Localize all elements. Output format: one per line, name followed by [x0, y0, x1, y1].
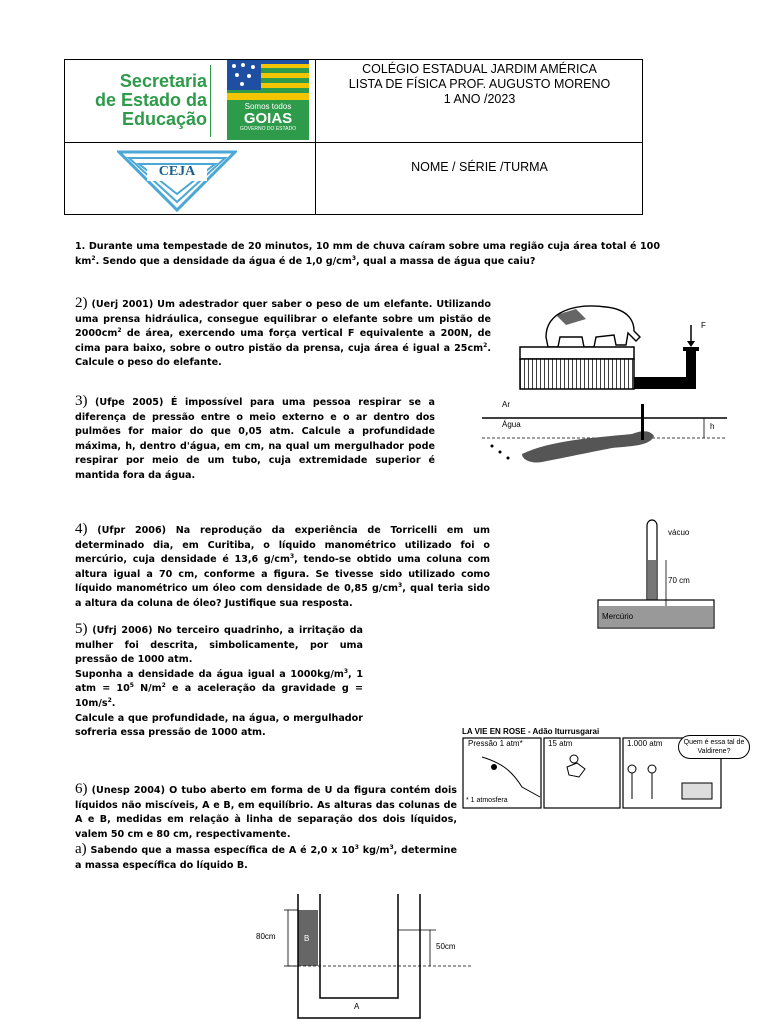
comic-strip: LA VIE EN ROSE - Adão Iturrusgarai Pressão 1 atm* 15 atm 1.000 atm Quem é essa tal de Valdirene? * 1 atmosfera — [462, 727, 724, 809]
header-table — [64, 59, 643, 215]
list-title: LISTA DE FÍSICA PROF. AUGUSTO MORENO — [348, 77, 611, 91]
diver-snorkel-figure: Ar Água h — [482, 396, 727, 491]
name-field: NOME / SÉRIE /TURMA — [411, 160, 548, 174]
school-name: COLÉGIO ESTADUAL JARDIM AMÉRICA — [362, 62, 597, 76]
question-6: 6) (Unesp 2004) O tubo aberto em forma de U da figura contém dois líquidos não miscíveis, A e B, em equilíbrio. As alturas das colunas de A e B, medidas em relação à linha de separação dos dois líquidos, valem 50 cm e 80 cm, respectivamente. a) Sabendo que a massa específica de A é 2,0 x $10^3$ $kg/m^3$, determine a massa específica do líquido B. — [75, 781, 457, 871]
question-4: 4) (Ufpr 2006) Na reprodução da experiência de Torricelli em um determinado dia, em Curitiba, o líquido manométrico utilizado foi o mercúrio, cuja densidade é 13,6 $g/cm^3$, tendo-se obtido uma coluna com altura igual a 70 cm, conforme a figura. Se tivesse sido utilizado como líquido manométrico um óleo com densidade de 0,85 $g/cm^3$, qual teria sido a altura da coluna de óleo? Justifique sua resposta. — [75, 521, 490, 609]
torricelli-figure: vácuo 70 cm Mercúrio — [596, 512, 716, 630]
u-tube-figure: 80cm 50cm B A — [248, 894, 472, 1022]
question-1: 1. Durante uma tempestade de 20 minutos, 10 mm de chuva caíram sobre uma região cuja área total é 100 $km^2$. Sendo que a densidade da água é de 1,0 $g/cm^3$, qual a massa de água que caiu? — [75, 241, 660, 267]
question-2: 2) (Uerj 2001) Um adestrador quer saber o peso de um elefante. Utilizando uma prensa hidráulica, consegue equilibrar o elefante sobre um pistão de $2000cm^2$ de área, exercendo uma força vertical F equivalente a 200N, de cima para baixo, sobre o outro pistão da prensa, cuja área é igual a $25cm^2$. Calcule o peso do elefante. — [75, 295, 491, 369]
goias-flag-logo: Somos todos GOIAS GOVERNO DO ESTADO — [227, 60, 309, 140]
secretaria-logo: Secretaria de Estado da Educação — [94, 71, 207, 129]
question-5: 5) (Ufrj 2006) No terceiro quadrinho, a irritação da mulher foi descrita, simbolicamente, por uma pressão de 1000 atm. Suponha a densidade da água igual a $1000kg/m^3$, 1 atm = $10^5$ $N/m^2$ e a aceleração da gravidade $g = 10m/s^2$. Calcule a que profundidade, na água, o mergulhador sofreria essa pressão de 1000 atm. — [75, 621, 363, 739]
question-3: 3) (Ufpe 2005) É impossível para uma pessoa respirar se a diferença de pressão entre o meio externo e o ar dentro dos pulmões for maior do que 0,05 atm. Calcule a profundidade máxima, h, dentro d'água, em cm, na qual um mergulhador pode respirar por meio de um tubo, cuja extremidade superior é mantida fora da água. — [75, 393, 435, 481]
year-label: 1 ANO /2023 — [443, 92, 516, 106]
hydraulic-press-figure: F — [516, 297, 716, 393]
ceja-logo: CEJA — [117, 148, 237, 212]
school-info — [315, 62, 644, 107]
